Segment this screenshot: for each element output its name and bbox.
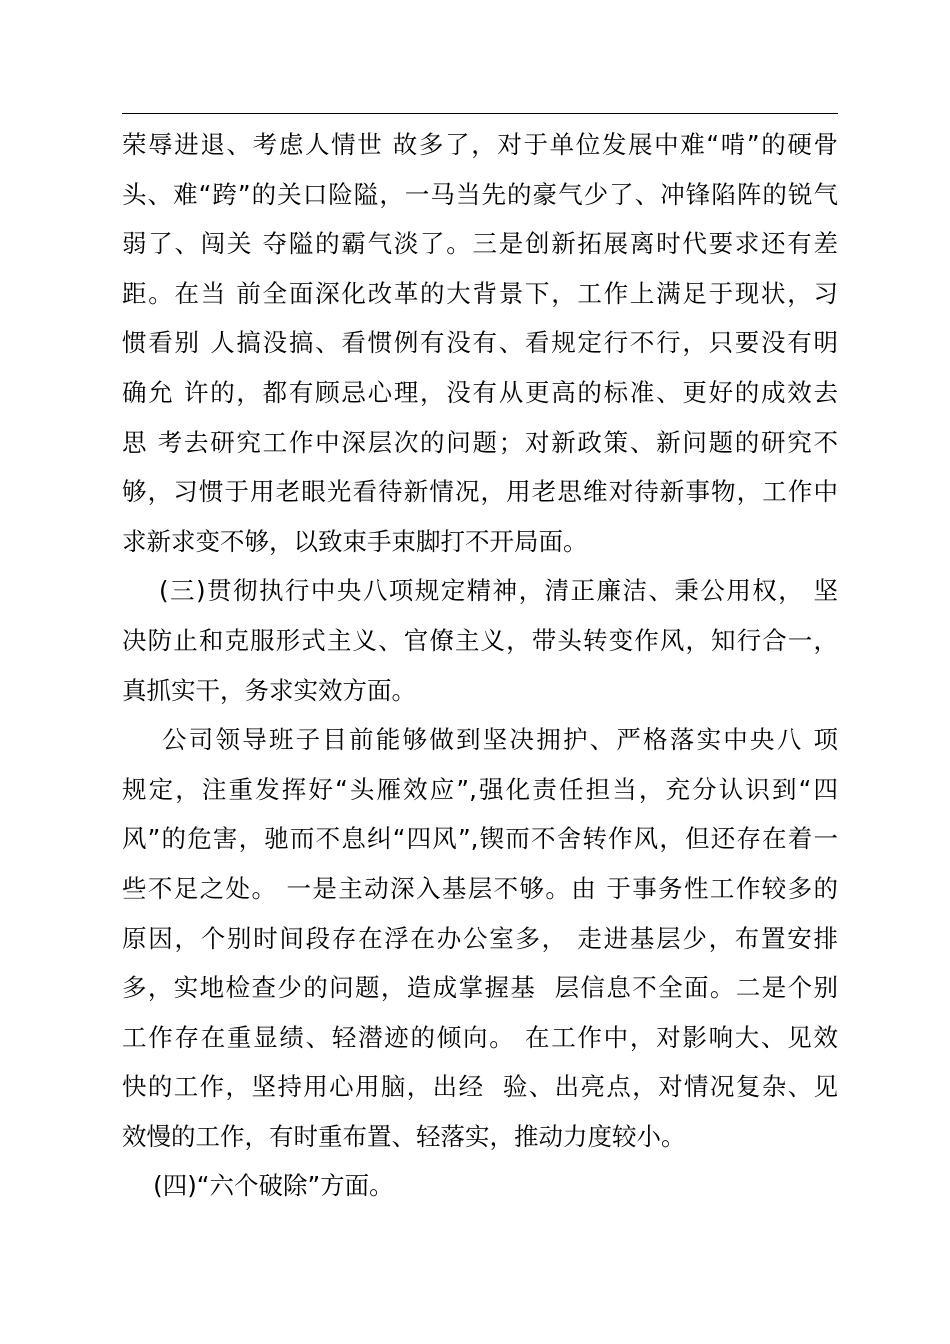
text-line: 多，实地检查少的问题，造成掌握基 层信息不全面。二是个别 — [122, 973, 838, 1003]
paragraph-start: 公司领导班子目前能够做到坚决拥护、严格落实中央八 项 — [122, 725, 838, 755]
text-line: 风”的危害，驰而不息纠“四风”,锲而不舍转作风，但还存在着一 — [122, 824, 838, 854]
text-line: 规定，注重发挥好“头雁效应”,强化责任担当，充分认识到“四 — [122, 774, 838, 804]
text-line: 弱了、闯关 夺隘的霸气淡了。三是创新拓展离时代要求还有差 — [122, 229, 838, 259]
text-line: 决防止和克服形式主义、官僚主义，带头转变作风，知行合一， — [122, 625, 838, 655]
text-line: 求新求变不够，以致束手束脚打不开局面。 — [122, 526, 588, 556]
section-heading-3: (三)贯彻执行中央八项规定精神，清正廉洁、秉公用权， 坚 — [122, 576, 838, 606]
text-line: 些不足之处。 一是主动深入基层不够。由 于事务性工作较多的 — [122, 873, 838, 903]
text-line: 够，习惯于用老眼光看待新情况，用老思维对待新事物，工作中 — [122, 477, 838, 507]
section-heading-4: (四)“六个破除”方面。 — [122, 1171, 394, 1201]
text-line: 确允 许的，都有顾忌心理，没有从更高的标准、更好的成效去 — [122, 377, 838, 407]
text-line: 思 考去研究工作中深层次的问题；对新政策、新问题的研究不 — [122, 427, 838, 457]
text-line: 惯看别 人搞没搞、看惯例有没有、看规定行不行，只要没有明 — [122, 328, 838, 358]
text-line: 荣辱进退、考虑人情世 故多了，对于单位发展中难“啃”的硬骨 — [122, 130, 838, 159]
text-line: 原因，个别时间段存在浮在办公室多， 走进基层少，布置安排 — [122, 923, 838, 953]
text-line: 距。在当 前全面深化改革的大背景下，工作上满足于现状，习 — [122, 278, 838, 308]
header-rule — [122, 113, 838, 114]
document-body — [122, 120, 838, 1211]
text-line: 效慢的工作，有时重布置、轻落实，推动力度较小。 — [122, 1121, 686, 1151]
text-line: 头、难“跨”的关口险隘，一马当先的豪气少了、冲锋陷阵的锐气 — [122, 179, 838, 209]
text-line: 快的工作，坚持用心用脑，出经 验、出亮点，对情况复杂、见 — [122, 1072, 838, 1102]
text-line: 工作存在重显绩、轻潜迹的倾向。 在工作中，对影响大、见效 — [122, 1022, 838, 1052]
text-line: 真抓实干，务求实效方面。 — [122, 675, 416, 705]
